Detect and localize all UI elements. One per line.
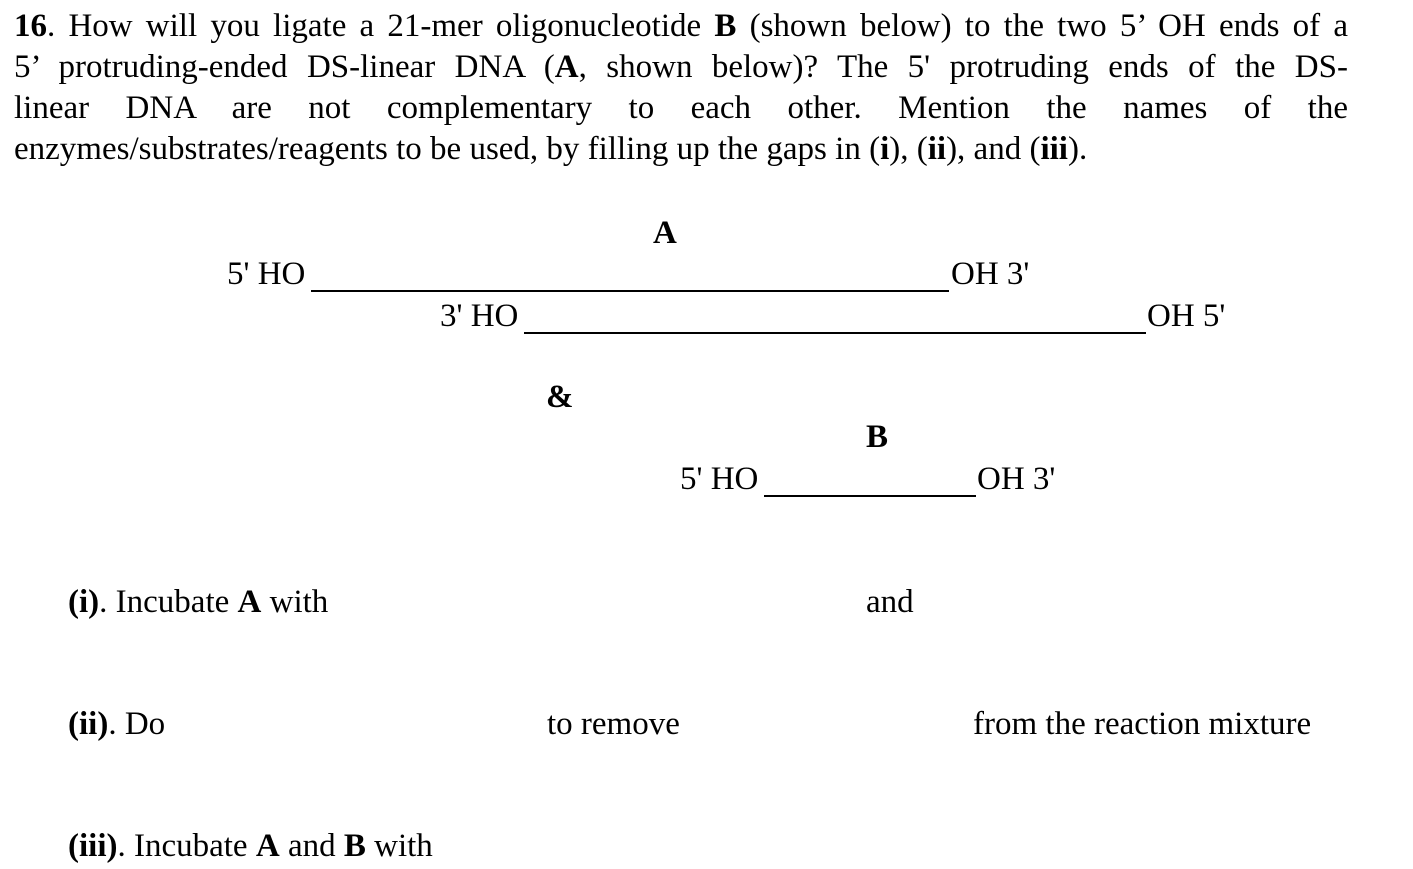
question-line-4: enzymes/substrates/reagents to be used, by filling up the gaps in (i), (ii), and (iii). [14,131,1088,167]
question-line-3: linear DNA are not complementary to each other. Mention the names of the [14,90,1348,126]
label-oligo-b: B [866,419,889,455]
question-line-1: 16. How will you ligate a 21-mer oligonucleotide B (shown below) to the two 5’ OH ends of a [14,8,1348,44]
question-text [14,6,1348,170]
question-number: 16 [14,8,47,44]
b-3-end: OH 3' [977,461,1056,497]
ampersand: & [546,379,574,415]
a-bottom-3-end: 3' HO [440,298,519,334]
step-ii-tail: from the reaction mixture [973,706,1312,742]
step-i-text: (i). Incubate A with [68,584,329,620]
label-dna-a: A [653,215,677,251]
step-ii-to-remove: to remove [547,706,680,742]
a-top-3-end: OH 3' [951,256,1030,292]
question-line-2: 5’ protruding-ended DS-linear DNA (A, shown below)? The 5' protruding ends of the DS- [14,49,1348,85]
b-5-end: 5' HO [680,461,759,497]
a-bottom-strand [524,332,1146,334]
step-i-and: and [866,584,914,620]
a-top-strand [311,290,949,292]
step-ii-text: (ii). Do [68,706,166,742]
step-iii-text: (iii). Incubate A and B with [68,828,433,864]
a-top-5-end: 5' HO [227,256,306,292]
a-bottom-5-end: OH 5' [1147,298,1226,334]
b-strand [764,495,976,497]
